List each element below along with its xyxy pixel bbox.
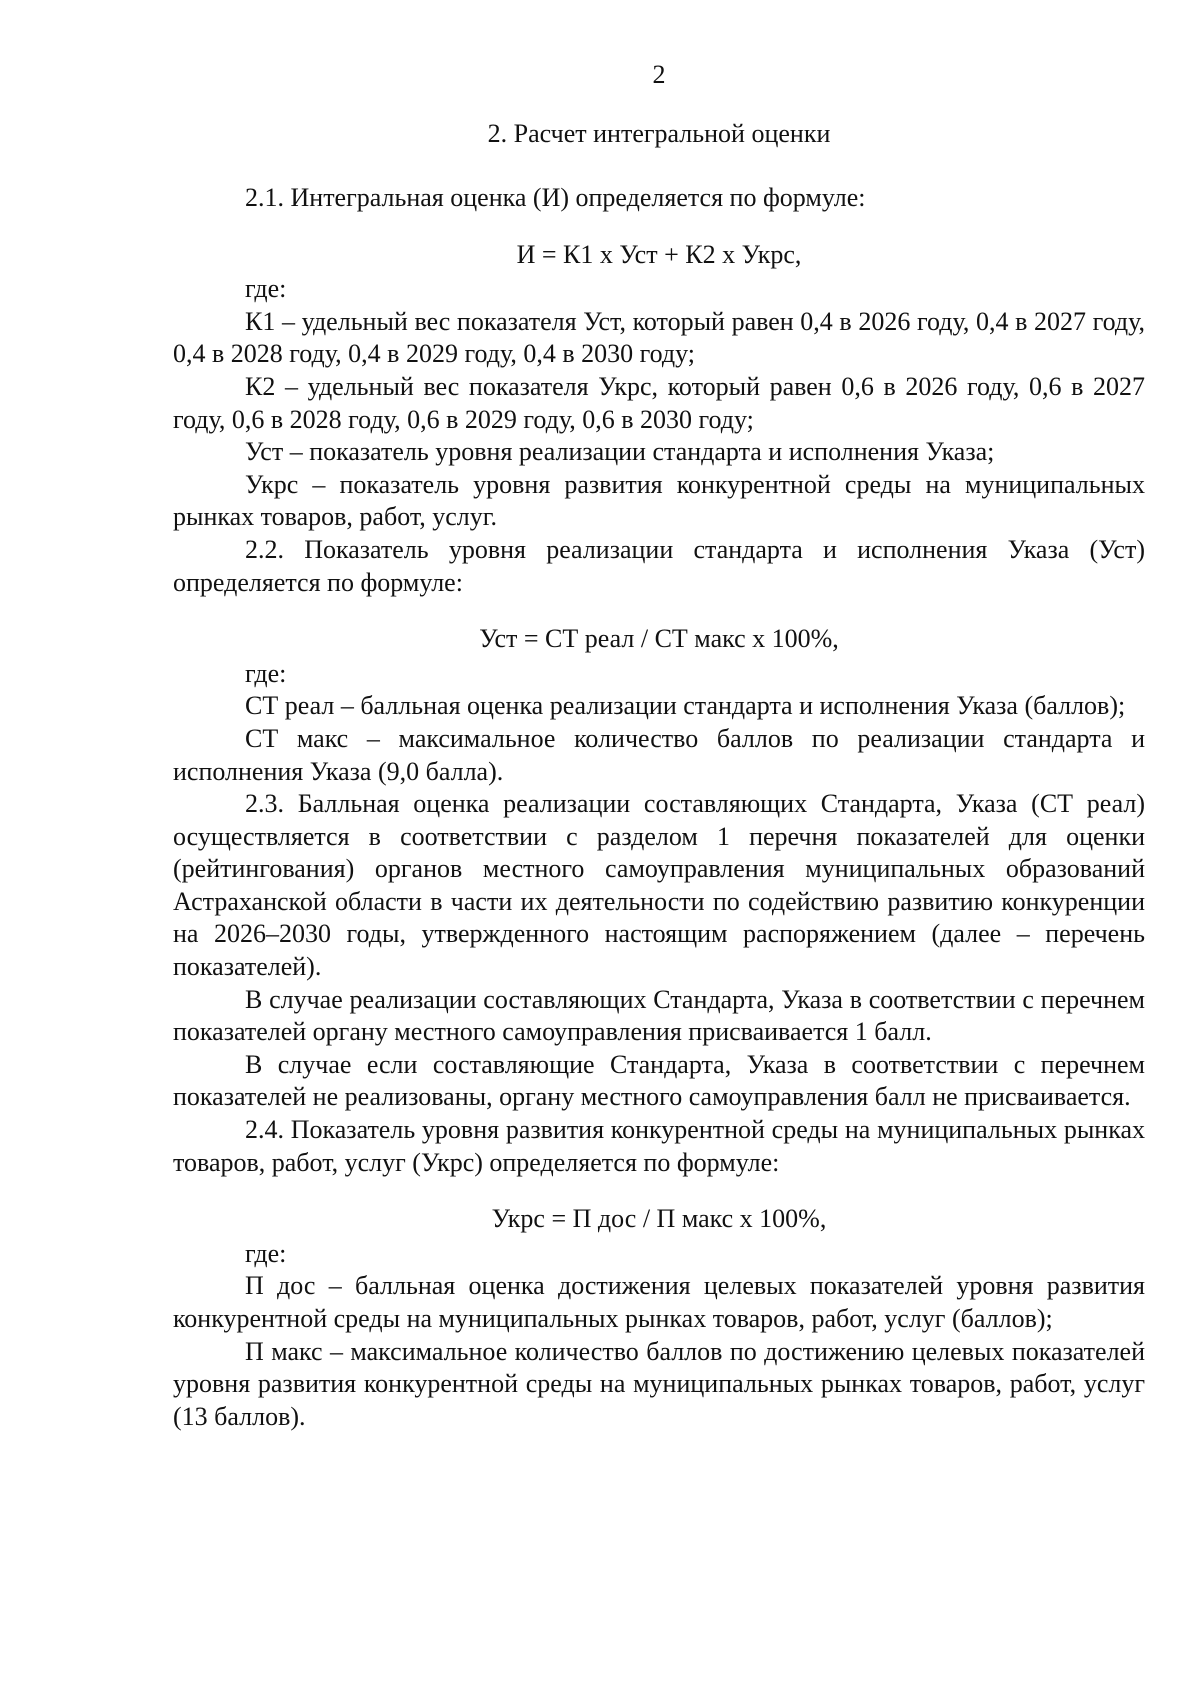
paragraph-2-3: 2.3. Балльная оценка реализации составляющих Стандарта, Указа (СТ реал) осуществляется в соответствии с разделом 1 перечня показателей для оценки (рейтингования) органов местного самоуправления муниципальных образований Астраханской области в части их деятельности по содействию развитию конкуренции на 2026–2030 годы, утвержденного настоящим распоряжением (далее – перечень показателей). [173,789,1145,982]
definition-ukrs: Укрс – показатель уровня развития конкурентной среды на муниципальных рынках товаров, работ, услуг. [173,469,1145,532]
paragraph-2-4: 2.4. Показатель уровня развития конкурентной среды на муниципальных рынках товаров, работ, услуг (Укрс) определяется по формуле: [173,1115,1145,1177]
formula-integral: И = К1 х Уст + К2 х Укрс, [516,239,802,269]
definition-st-real: СТ реал – балльная оценка реализации стандарта и исполнения Указа (баллов); [245,691,1126,721]
page-number: 2 [652,60,666,89]
section-title: 2. Расчет интегральной оценки [487,119,831,148]
where-label: где: [245,1238,287,1268]
paragraph-case-not-realized: В случае если составляющие Стандарта, Указа в соответствии с перечнем показателей не реализованы, органу местного самоуправления балл не присваивается. [173,1049,1145,1112]
where-label: где: [245,274,287,304]
paragraph-2-1: 2.1. Интегральная оценка (И) определяется по формуле: [245,183,866,212]
definition-st-max: СТ макс – максимальное количество баллов по реализации стандарта и исполнения Указа (9,0 балла). [173,723,1145,786]
formula-ukrs: Укрс = П дос / П макс х 100%, [491,1204,827,1234]
formula-ust: Уст = СТ реал / СТ макс х 100%, [479,624,839,654]
document-body [173,182,1145,1433]
paragraph-case-realized: В случае реализации составляющих Стандарта, Указа в соответствии с перечнем показателей органу местного самоуправления присваивается 1 балл. [173,984,1145,1047]
where-label: где: [245,658,287,688]
paragraph-2-2: 2.2. Показатель уровня реализации стандарта и исполнения Указа (Уст) определяется по формуле: [173,534,1145,597]
definition-k1: К1 – удельный вес показателя Уст, который равен 0,4 в 2026 году, 0,4 в 2027 году, 0,4 в 2028 году, 0,4 в 2029 году, 0,4 в 2030 году; [173,306,1145,369]
definition-k2: К2 – удельный вес показателя Укрс, который равен 0,6 в 2026 году, 0,6 в 2027 году, 0,6 в 2028 году, 0,6 в 2029 году, 0,6 в 2030 году; [173,371,1145,434]
definition-p-dos: П дос – балльная оценка достижения целевых показателей уровня развития конкурентной среды на муниципальных рынках товаров, работ, услуг (баллов); [173,1271,1145,1333]
definition-p-max: П макс – максимальное количество баллов по достижению целевых показателей уровня развития конкурентной среды на муниципальных рынках товаров, работ, услуг (13 баллов). [173,1336,1145,1431]
definition-ust: Уст – показатель уровня реализации стандарта и исполнения Указа; [245,437,995,467]
